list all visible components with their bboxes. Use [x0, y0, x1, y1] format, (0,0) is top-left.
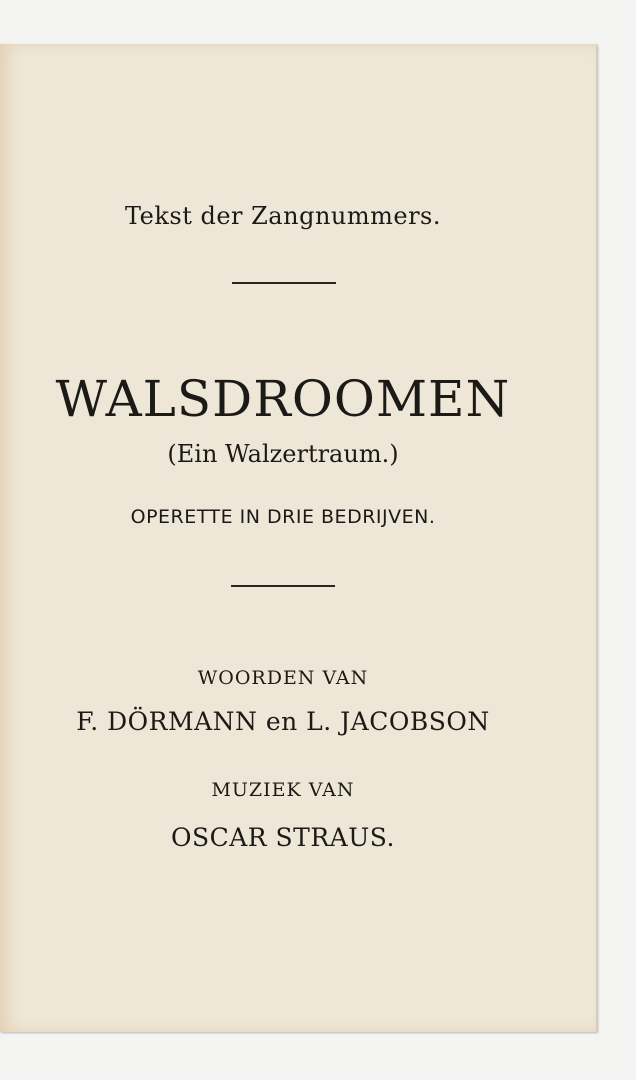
words-by-label: WOORDEN VAN [197, 667, 369, 689]
divider-top [232, 282, 336, 284]
words-by-names: F. DÖRMANN en L. JACOBSON [76, 707, 490, 736]
subtitle: (Ein Walzertraum.) [167, 440, 399, 468]
divider-bottom [231, 585, 335, 587]
page-title: WALSDROOMEN [55, 370, 511, 428]
title-page [0, 44, 597, 1032]
music-by-label: MUZIEK VAN [211, 779, 355, 801]
header-text: Tekst der Zangnummers. [124, 202, 441, 230]
music-by-name: OSCAR STRAUS. [170, 823, 395, 852]
genre-text: OPERETTE IN DRIE BEDRIJVEN. [130, 506, 436, 528]
